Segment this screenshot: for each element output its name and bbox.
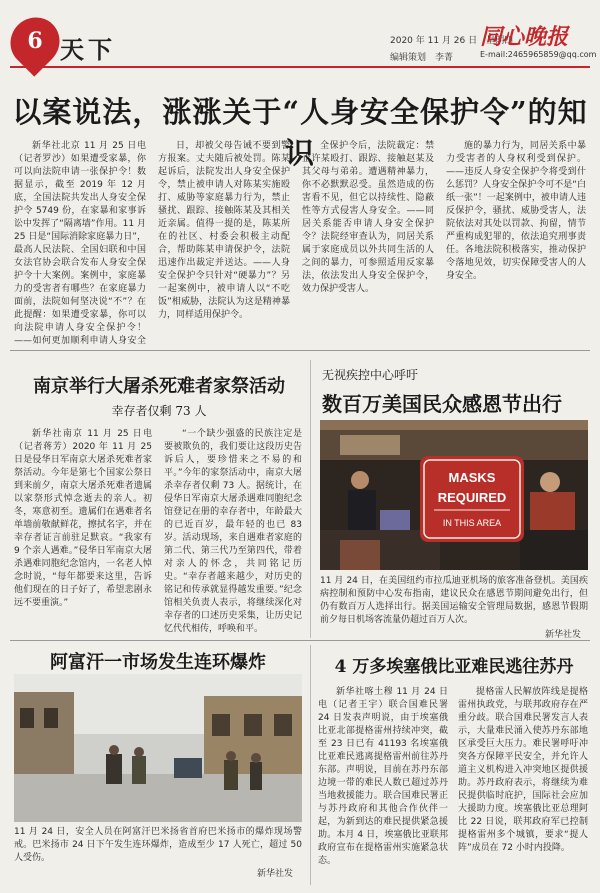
nanjing-column-1 [14,428,152,633]
nanjing-column-2 [164,428,302,633]
afghan-caption [14,826,302,866]
refugee-headline: 4 万多埃塞俄比亚难民逃往苏丹 [334,657,574,677]
refugee-text-2: 提格雷人民解放阵线是提格雷州执政党，与联邦政府存在严重分歧。联合国难民署发言人表示，大量难民涌入使苏丹东部地区承受巨大压力。难民署呼吁冲突各方保障平民安全，并允许人道主义机构进入冲突地区提供援助。苏丹政府表示，将继续为难民提供临时庇护，国际社会应加大援助力度。埃塞俄比亚总理阿比 22 日说，联邦政府军已控制提格雷州多个城镇，要求“提人阵”成员在 72 小时内投降。 [458,687,588,853]
nanjing-headline: 南京举行大屠杀死难者家祭活动 [33,376,285,397]
nanjing-text-1: 新华社南京 11 月 25 日电（记者蒋芳）2020 年 11 月 25 日是侵华日军南京大屠杀死难者家祭活动。今年是第七个国家公祭日到来前夕，南京大屠杀死难者遗属以家祭形式悼念逝去的亲人。初冬，寒意初至。遗属们在遇难者名单墙前敬献鲜花，擦拭名字，并在幸存者证言前驻足默哀。“我家有 9 个亲人遇难。”侵华日军南京大屠杀遇难同胞纪念馆内，一名老人悼念时说，“每年都要来这里，告诉他们现在的日子好了，希望悲剧永远不要重演。” [14,429,152,608]
explosion-photo [14,674,302,822]
us-headline: 数百万美国民众感恩节出行 [322,392,562,416]
section-divider [10,350,590,351]
afghan-credit: 新华社发 [257,869,294,879]
lead-column-2 [158,140,290,345]
lead-text-1: 新华社北京 11 月 25 日电（记者罗沙）如果遭受家暴，你可以向法院申请一张保护令！数据显示，截至 2019 年 12 月底，全国法院共发出人身安全保护令 5749 份，在家暴和家事诉讼中发挥了“隔离墙”作用。11 月 25 日是“国际消除家庭暴力日”，最高人民法院、全国妇联和中国女法官协会联合发布人身安全保护令十大案例。案例中，家庭暴力的受害者有哪些？在家庭暴力面前，法院如何坚决说“不”？在此提醒：如果遭受家暴，你可以向法院申请人身安全保护令！——如何更加顺利申请人身安全 [14,141,146,345]
us-credit: 新华社发 [545,630,582,640]
sign-area: IN THIS AREA [442,518,502,528]
lead-column-4 [446,140,586,345]
issue-date: 2020 年 11 月 26 日 星期四 [390,36,514,46]
nanjing-subhead: 幸存者仅剩 73 人 [111,404,207,418]
refugee-column-2 [458,686,588,882]
editor-credit: 编辑策划 李菁 [390,53,454,63]
header-rule [10,66,590,68]
refugee-column-1 [318,686,448,882]
contact-email: E-mail:2465965859@qq.com [480,50,597,59]
airport-photo [320,420,588,570]
us-caption-text: 11 月 24 日，在美国纽约市拉瓜迪亚机场的旅客准备登机。美国疾病控制和预防中心发布指南，建议民众在感恩节期间避免出行，但仍有数百万人选择出行。据美国运输安全管理局数据，感恩节假期前夕每日机场客流量仍超过百万人次。 [320,576,588,625]
lead-headline: 以案说法，涨涨关于“人身安全保护令”的知识 [12,95,588,170]
explosion-photo-image [14,674,302,822]
lead-column-3 [302,140,434,345]
afghan-caption-text: 11 月 24 日，安全人员在阿富汗巴米扬省首府巴米扬市的爆炸现场警戒。巴米扬市 24 日下午发生连环爆炸，造成至少 17 人死亡，超过 50 人受伤。 [14,827,302,863]
lead-column-1 [14,140,146,345]
section-divider-2 [10,640,590,641]
column-rule [310,360,311,638]
page-number: 6 [27,28,43,54]
nanjing-text-2: “一个缺少强盛的民族注定是要被欺负的，我们要让这段历史告诉后人，要珍惜来之不易的和平。”今年的家祭活动中，南京大屠杀幸存者仅剩 73 人。据统计，在侵华日军南京大屠杀遇难同胞纪念馆登记在册的幸存者中，年龄最大的已近百岁，最年轻的也已 83 岁。活动现场，来自遇难者家庭的第二代、第三代乃至第四代，带着对亲人的怀念，共同铭记历史。“幸存者越来越少，对历史的铭记和传承就显得越发重要。”纪念馆相关负责人表示，将继续深化对幸存者的口述历史采集，让历史记忆代代相传，呼唤和平。 [164,429,302,633]
section-title: 天下 [60,35,116,64]
newspaper-logo: 同心晚报 [480,24,569,50]
lead-text-2: 日，却被父母告诫不要到警方报案。丈夫随后被处罚。陈某起诉后，法院发出人身安全保护令，禁止被申请人对陈某实施殴打、威胁等家庭暴力行为，禁止骚扰、跟踪、接触陈某及其相关近亲属。值得一提的是，陈某所在的社区、村委会积极主动配合，帮助陈某申请保护令，法院迅速作出裁定并送达。——人身安全保护令只针对“硬暴力”？另一起案例中，被申请人以“不吃饭”相威胁，法院认为这是精神暴力，同样适用保护令。 [158,141,290,320]
us-caption [320,575,588,627]
afghan-headline: 阿富汗一市场发生连环爆炸 [50,652,266,673]
sign-required: REQUIRED [437,490,507,505]
airport-photo-image [320,420,588,570]
us-kicker: 无视疾控中心呼吁 [322,368,419,382]
column-rule-2 [310,645,311,885]
lead-text-3: 全保护令后，法院裁定：禁止许某殴打、跟踪、接触赵某及其父母与弟弟。遭遇精神暴力，你不必默默忍受。虽然造成的伤害看不见，但它以持续性、隐蔽性等方式侵害人身安全。——同居关系能否申请人身安全保护令？法院经审查认为，同居关系属于家庭成员以外共同生活的人之间的暴力，可参照适用反家暴法，依法发出人身安全保护令，效力保护受害人。 [302,141,434,294]
lead-text-4: 施的暴力行为，同居关系中暴力受害者的人身权利受到保护。——违反人身安全保护令将受到什么惩罚？人身安全保护令可不是“白纸一张”！一起案例中，被申请人违反保护令，骚扰、威胁受害人，法院依法对其处以罚款、拘留，情节严重构成犯罪的，依法追究刑事责任。各地法院积极落实，推动保护令落地见效，切实保障受害人的人身安全。 [446,141,586,281]
refugee-text-1: 新华社喀土穆 11 月 24 日电（记者王宇）联合国难民署 24 日发表声明说，由于埃塞俄比亚北部提格雷州持续冲突，截至 23 日已有 41193 名埃塞俄比亚难民逃离提格雷州前往苏丹东部。声明说，目前在苏丹东部边境一带的难民人数已超过苏丹当地救援能力。联合国难民署正与苏丹政府和其他合作伙伴一起，为新到达的难民提供紧急援助。本月 4 日，埃塞俄比亚联邦政府宣布在提格雷州实施紧急状态。 [318,687,448,866]
sign-masks: MASKS [448,470,496,485]
